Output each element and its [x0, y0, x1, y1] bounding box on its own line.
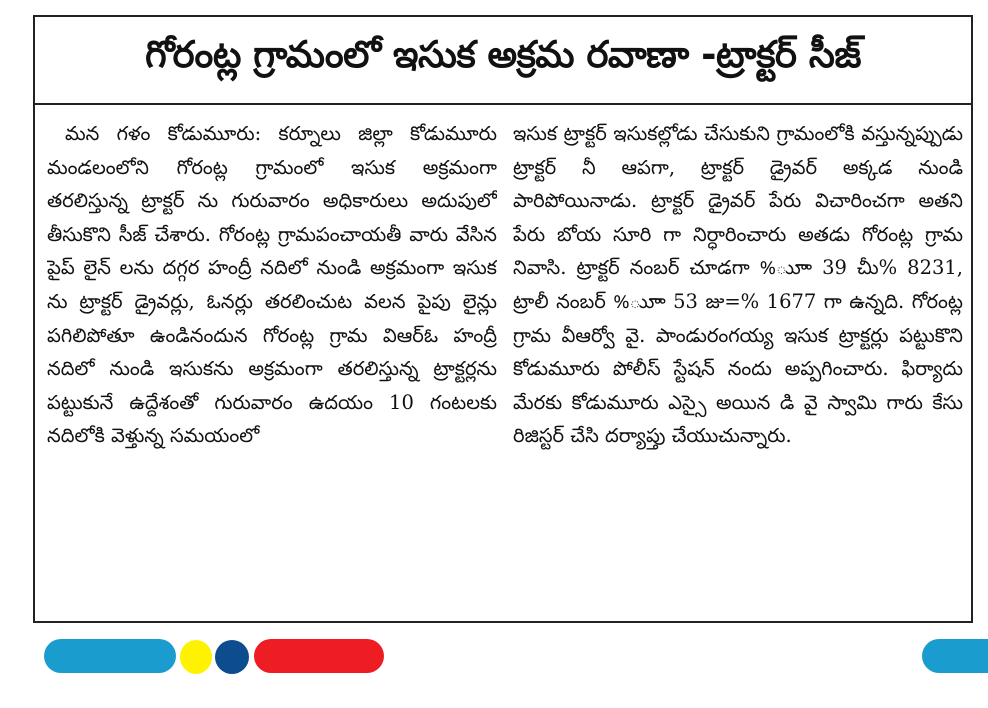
headline-divider: [35, 103, 971, 105]
decorative-red-pill: [254, 639, 384, 673]
article-body-left-column: [47, 117, 497, 597]
article-headline: గోరంట్ల గ్రామంలో ఇసుక అక్రమ రవాణా -ట్రాక్టర్ సీజ్: [145, 33, 861, 76]
article-paragraph-left: మన గళం కోడుమూరు: కర్నూలు జిల్లా కోడుమూరు మండలంలోని గోరంట్ల గ్రామంలో ఇసుక అక్రమంగా తరలిస్తున్న ట్రాక్టర్ ను గురువారం అధికారులు అదుపులో తీసుకొని సీజ్ చేశారు. గోరంట్ల గ్రామపంచాయతీ వారు వేసిన పైప్ లైన్ లను దగ్గర హంద్రీ నదిలో నుండి అక్రమంగా ఇసుక ను ట్రాక్టర్ డ్రైవర్లు, ఓనర్లు తరలించుట వలన పైపు లైన్లు పగిలిపోతూ ఉండినందున గోరంట్ల గ్రామ విఆర్ఓ హంద్రీ నదిలో నుండి ఇసుకను అక్రమంగా తరలిస్తున్న ట్రాక్టర్లను పట్టుకునే ఉద్దేశంతో గురువారం ఉదయం 10 గంటలకు నదిలోకి వెళ్తున్న సమయంలో: [47, 122, 497, 448]
decorative-yellow-dot: [180, 640, 212, 674]
decorative-blue-pill-right: [922, 639, 988, 673]
news-article: [33, 15, 973, 623]
article-paragraph-right: ఇసుక ట్రాక్టర్ ఇసుకల్లోడు చేసుకుని గ్రామంలోకి వస్తున్నప్పుడు ట్రాక్టర్ నీ ఆపగా, ట్రాక్టర్ డ్రైవర్ అక్కడ నుండి పారిపోయినాడు. ట్రాక్టర్ డ్రైవర్ పేరు విచారించగా అతని పేరు బోయ సూరి గా నిర్ధారించారు అతడు గోరంట్ల గ్రామ నివాసి. ట్రాక్టర్ నంబర్ చూడగా %ుూా 39 చీు% 8231, ట్రాలీ నంబర్ %ుూా 53 జు=% 1677 గా ఉన్నది. గోరంట్ల గ్రామ వీఆర్వో వై. పాండురంగయ్య ఇసుక ట్రాక్టర్లు పట్టుకొని కోడుమూరు పోలీస్ స్టేషన్ నందు అప్పగించారు. ఫిర్యాదు మేరకు కోడుమూరు ఎస్సై అయిన డి వై స్వామి గారు కేసు రిజిస్టర్ చేసి దర్యాప్తు చేయుచున్నారు.: [513, 122, 963, 448]
article-body-right-column: [513, 117, 963, 597]
decorative-navy-dot: [215, 640, 249, 674]
decorative-blue-pill: [44, 639, 176, 673]
